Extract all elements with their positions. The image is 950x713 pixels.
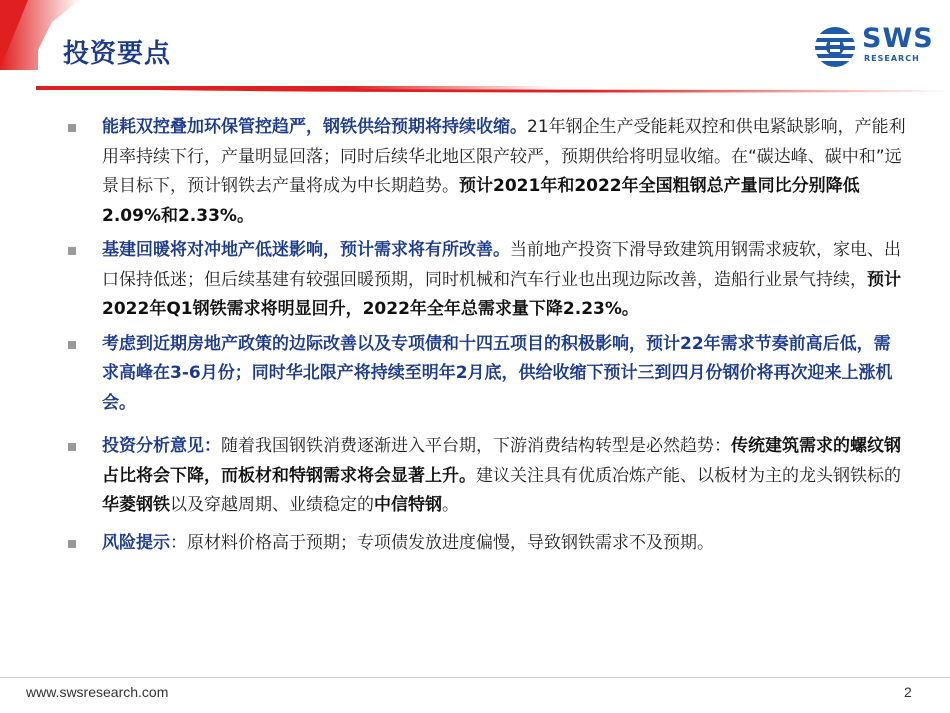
page-number: 2	[904, 684, 912, 700]
bullet-investment-body3: 以及穿越周期、业绩稳定的	[170, 495, 374, 515]
bullet-supply	[66, 113, 906, 231]
bullet-investment	[66, 432, 906, 521]
bullet-investment-bold: 传统建筑需求的螺纹钢占比将会下降，而板材和特钢需求将会显著上升。	[102, 436, 901, 486]
sws-logo-icon	[812, 25, 858, 69]
bullet-marker	[68, 540, 76, 548]
bullet-rhythm-text: 考虑到近期房地产政策的边际改善以及专项债和十四五项目的积极影响，预计22年需求节奏前高后低，需求高峰在3-6月份；同时华北限产将持续至明年2月底，供给收缩下预计三到四月份钢价将再次迎来上涨机会。	[102, 333, 893, 413]
bullet-investment-body2: 建议关注具有优质冶炼产能、以板材为主的龙头钢铁标的	[476, 465, 901, 486]
bullet-marker	[68, 247, 76, 255]
bullet-supply-body: 21年钢企生产受能耗双控和供电紧缺影响，产能利用率持续下行，产量明显回落；同时后续华北地区限产较严，预期供给将明显收缩。在“碳达峰、碳中和”远景目标下，预计钢铁去产量将成为中长期趋势。	[102, 117, 906, 196]
bullet-marker	[68, 124, 76, 132]
bullet-marker	[68, 443, 76, 451]
footer-url[interactable]: www.swsresearch.com	[26, 684, 169, 700]
bullet-demand-forecast: 预计2022年Q1钢铁需求将明显回升，2022年全年总需求量下降2.23%。	[102, 269, 901, 319]
logo-brand-text: SWS	[862, 23, 934, 54]
bullet-investment-end: 。	[442, 495, 459, 515]
bullet-demand-body: 当前地产投资下滑导致建筑用钢需求疲软，家电、出口保持低迷；但后续基建有较强回暖预期，同时机械和汽车行业也出现边际改善，造船行业景气持续，	[102, 240, 901, 290]
bullet-demand	[66, 236, 906, 325]
bullet-investment-stock2: 中信特钢	[374, 495, 442, 515]
bullet-investment-lead: 投资分析意见：	[102, 436, 221, 456]
bullet-risk-body: ：原材料价格高于预期；专项债发放进度偏慢，导致钢铁需求不及预期。	[170, 532, 714, 553]
bullet-supply-forecast: 预计2021年和2022年全国粗钢总产量同比分别降低2.09%和2.33%。	[102, 176, 860, 226]
page-title: 投资要点	[63, 39, 172, 69]
bullet-risk-lead: 风险提示	[102, 532, 170, 553]
bullet-marker	[68, 341, 76, 349]
bullet-list	[66, 113, 906, 558]
logo-sub-text: RESEARCH	[864, 54, 920, 63]
bullet-rhythm	[66, 330, 906, 419]
bullet-risk	[66, 529, 906, 559]
bullet-investment-body: 随着我国钢铁消费逐渐进入平台期，下游消费结构转型是必然趋势：	[221, 436, 731, 456]
footer-divider	[0, 677, 950, 678]
sws-logo	[812, 25, 932, 69]
bullet-demand-lead: 基建回暖将对冲地产低迷影响，预计需求将有所改善。	[102, 240, 510, 260]
bullet-supply-lead: 能耗双控叠加环保管控趋严，钢铁供给预期将持续收缩。	[102, 117, 527, 137]
bullet-investment-stock1: 华菱钢铁	[102, 495, 170, 515]
